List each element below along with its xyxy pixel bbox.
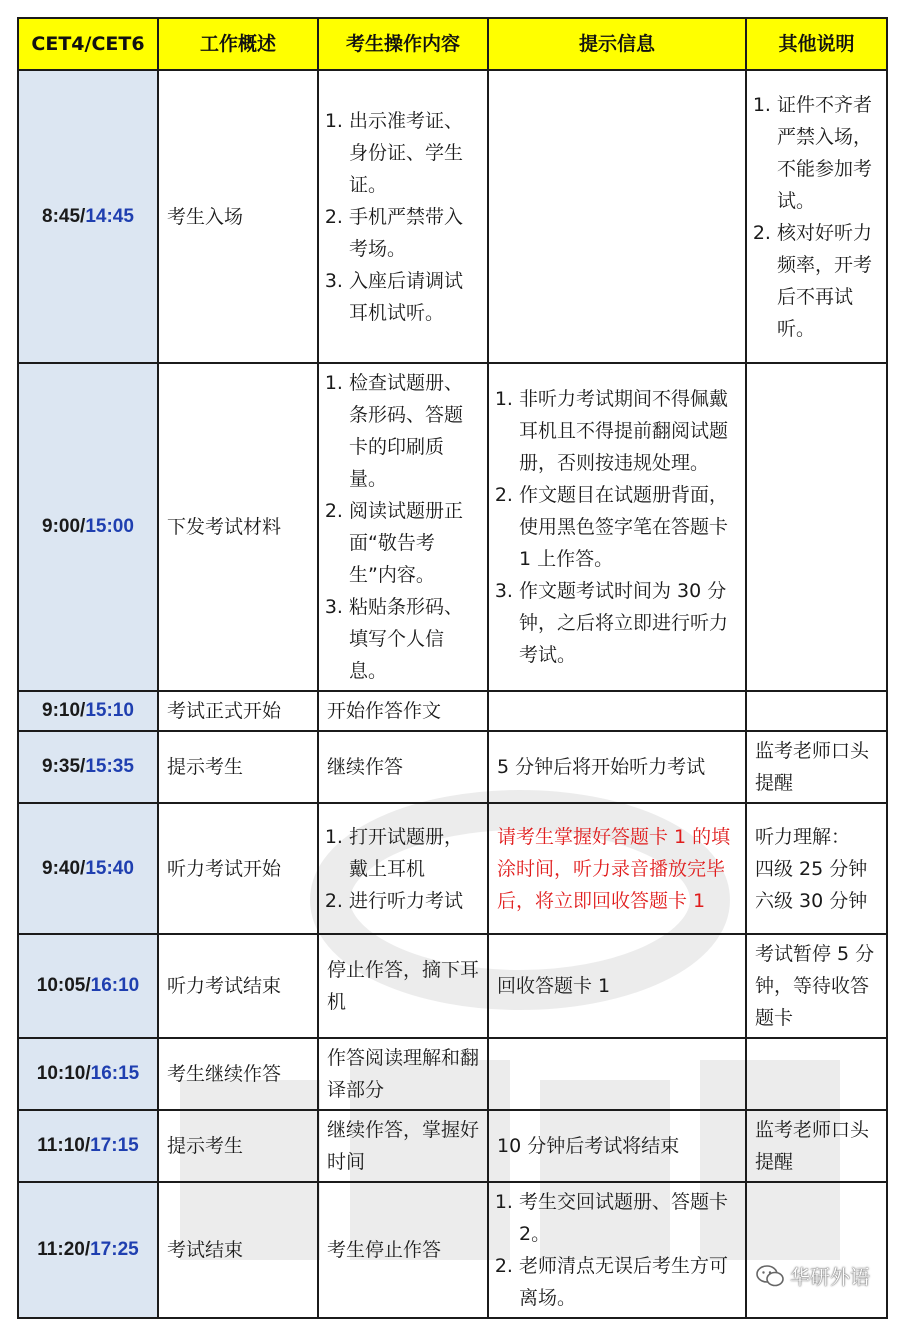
list-item: 2. 进行听力考试 [349,885,479,917]
time-cell [18,1182,158,1318]
time-cet6: 15:40 [85,857,134,879]
time-cet6: 17:25 [90,1239,139,1260]
list-item: 2. 老师清点无误后考生方可离场。 [519,1250,737,1314]
actions-cell: 作答阅读理解和翻译部分 [318,1038,488,1110]
actions-cell: 停止作答，摘下耳机 [318,934,488,1038]
time-cet6: 15:00 [85,516,134,537]
prompt-cell [488,363,746,691]
notes-cell: 考试暂停 5 分钟，等待收答题卡 [746,934,887,1038]
time-cet4: 9:35/ [42,756,86,777]
prompt-cell [488,691,746,731]
notes-cell: 监考老师口头提醒 [746,1110,887,1182]
prompt-cell: 请考生掌握好答题卡 1 的填涂时间，听力录音播放完毕后，将立即回收答题卡 1 [488,803,746,934]
time-cet6: 14:45 [85,205,134,227]
time-cell [18,363,158,691]
list-item: 1. 考生交回试题册、答题卡 2。 [519,1186,737,1250]
table-row [18,70,887,363]
time-cell [18,803,158,934]
prompt-cell [488,70,746,363]
time-cet6: 15:10 [85,700,134,721]
actions-cell: 开始作答作文 [318,691,488,731]
header-prompt: 提示信息 [488,18,746,70]
table-row [18,1110,887,1182]
list-item: 1. 证件不齐者严禁入场，不能参加考试。 [777,89,878,217]
actions-cell: 继续作答，掌握好时间 [318,1110,488,1182]
time-cet4: 9:40/ [42,857,86,879]
actions-cell: 继续作答 [318,731,488,803]
table-row [18,731,887,803]
exam-schedule-table [17,17,888,1319]
time-cet4: 10:10/ [36,1063,91,1084]
time-cell [18,1038,158,1110]
summary-cell: 提示考生 [158,731,318,803]
notes-line: 六级 30 分钟 [755,889,868,912]
time-cet4: 9:00/ [42,516,86,537]
list-item: 2. 阅读试题册正面“敬告考生”内容。 [349,495,479,591]
header-actions: 考生操作内容 [318,18,488,70]
wechat-icon [756,1265,784,1287]
brand-watermark [756,1261,870,1290]
summary-cell: 考试正式开始 [158,691,318,731]
summary-cell: 听力考试开始 [158,803,318,934]
list-item: 2. 手机严禁带入考场。 [349,201,479,265]
time-cet4: 11:10/ [37,1135,91,1156]
notes-cell [746,803,887,934]
list-item: 1. 检查试题册、条形码、答题卡的印刷质量。 [349,367,479,495]
notes-cell [746,1038,887,1110]
actions-cell: 考生停止作答 [318,1182,488,1318]
summary-cell: 考生入场 [158,70,318,363]
header-time: CET4/CET6 [18,18,158,70]
notes-cell [746,363,887,691]
table-row [18,691,887,731]
time-cell [18,731,158,803]
time-cet4: 9:10/ [42,700,86,721]
prompt-cell: 10 分钟后考试将结束 [488,1110,746,1182]
time-cet4: 10:05/ [36,975,91,996]
time-cell [18,691,158,731]
summary-cell: 下发考试材料 [158,363,318,691]
summary-cell: 考试结束 [158,1182,318,1318]
summary-cell: 考生继续作答 [158,1038,318,1110]
table-row [18,363,887,691]
time-cet6: 15:35 [85,756,134,777]
list-item: 2. 核对好听力频率，开考后不再试听。 [777,217,878,345]
list-item: 1. 非听力考试期间不得佩戴耳机且不得提前翻阅试题册，否则按违规处理。 [519,383,737,479]
prompt-cell: 5 分钟后将开始听力考试 [488,731,746,803]
notes-cell [746,691,887,731]
notes-line: 四级 25 分钟 [755,857,868,880]
time-cell [18,934,158,1038]
table-row [18,1182,887,1318]
header-summary: 工作概述 [158,18,318,70]
prompt-cell [488,1182,746,1318]
time-cet6: 16:15 [90,1063,140,1084]
header-notes: 其他说明 [746,18,887,70]
list-item: 3. 入座后请调试耳机试听。 [349,265,479,329]
table-row [18,934,887,1038]
list-item: 3. 作文题考试时间为 30 分钟，之后将立即进行听力考试。 [519,575,737,671]
time-cell [18,70,158,363]
list-item: 3. 粘贴条形码、填写个人信息。 [349,591,479,687]
time-cet6: 17:15 [90,1135,139,1156]
summary-cell: 听力考试结束 [158,934,318,1038]
list-item: 1. 打开试题册，戴上耳机 [349,821,479,885]
notes-cell [746,1182,887,1318]
header-row [18,18,887,70]
time-cet4: 11:20/ [37,1239,91,1260]
time-cet6: 16:10 [90,975,140,996]
time-cet4: 8:45/ [42,205,86,227]
list-item: 2. 作文题目在试题册背面，使用黑色签字笔在答题卡 1 上作答。 [519,479,737,575]
prompt-cell: 回收答题卡 1 [488,934,746,1038]
actions-cell [318,70,488,363]
notes-cell: 监考老师口头提醒 [746,731,887,803]
actions-cell [318,363,488,691]
notes-line: 听力理解： [755,825,851,848]
actions-cell [318,803,488,934]
prompt-cell [488,1038,746,1110]
table-row [18,1038,887,1110]
summary-cell: 提示考生 [158,1110,318,1182]
notes-cell [746,70,887,363]
brand-name: 华研外语 [790,1265,870,1289]
table-row [18,803,887,934]
list-item: 1. 出示准考证、身份证、学生证。 [349,105,479,201]
time-cell [18,1110,158,1182]
